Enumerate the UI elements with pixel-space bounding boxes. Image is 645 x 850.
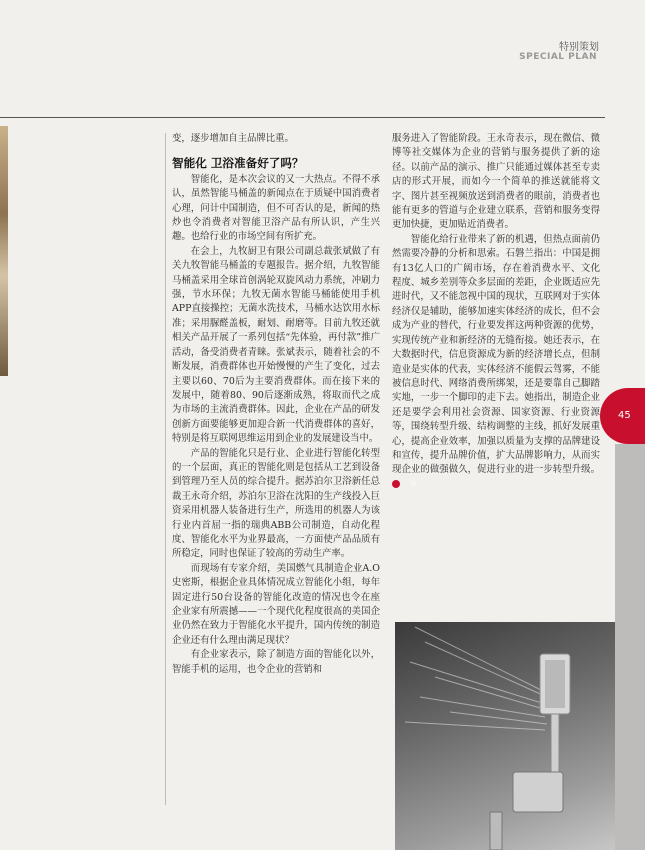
header-rule [0,117,605,118]
body-paragraph: 而现场有专家介绍，美国燃气具制造企业A.O史密斯，根据企业具体情况成立智能化小组，每年固定进行50台设备的智能化改造的情况也令在座企业家有所震撼——一个现代化程度很高的美国企业仍然在致力于智能化水平提升，国内传统的制造企业还有什么理由满足现状？ [172,562,380,646]
body-paragraph: 产品的智能化只是行业、企业进行智能化转型的一个层面，真正的智能化则是包括从工艺到设备到管理乃至人员的综合提升。据苏泊尔卫浴新任总裁王永奇介绍，苏泊尔卫浴在沈阳的生产线投入巨资采用机器人装备进行生产，所选用的机器人为该行业内首屈一指的瑞典ABB公司制造，自动化程度、智能化水平为业界最高，一方面使产品品质有所稳定，同时也保证了较高的劳动生产率。 [172,447,380,560]
section-heading: 智能化 卫浴准备好了吗？ [172,156,304,171]
shower-illustration [395,622,615,850]
right-grey-strip [615,444,645,850]
section-category: 特别策划 [559,42,599,53]
left-column [172,132,380,677]
page-number-badge: 45 [600,388,645,444]
section-category-english: SPECIAL PLAN [519,52,597,62]
body-paragraph [392,233,600,492]
body-paragraph: 在会上，九牧厨卫有限公司副总裁张斌做了有关九牧智能马桶盖的专题报告。据介绍，九牧智能马桶盖采用全球首创涡轮双旋风动力系统，冲刷力强，节水环保；九牧无菌水智能马桶能使用手机APP直接操控；无菌水洗技术，马桶水达饮用水标准；采用脲醛盖板，耐划、耐磨等。目前九牧还就相关产品开展了一系列包括“先体验，再付款”推广活动，备受消费者青睐。张斌表示，随着社会的不断发展，消费群体也开始慢慢的产生了变化，过去主要以60、70后为主要消费群体。而在接下来的发展中，随着80、90后逐渐成熟，将取而代之成为市场的主流消费群体。因此，企业在产品的研发创新方面要能够更加迎合新一代消费群体的喜好，特别是将互联网思维运用到企业的发展建设当中。 [172,245,380,445]
article-end-icon: ◎ [392,480,400,488]
column-divider [165,133,166,805]
body-paragraph: 智能化，是本次会议的又一大热点。不得不承认，虽然智能马桶盖的新闻点在于质疑中国消费者心理，问计中国制造，但不可否认的是，新闻的热炒也令消费者对智能卫浴产品有所认识，产生兴趣。也给行业的市场空间有所扩充。 [172,173,380,243]
body-paragraph: 服务进入了智能阶段。王永奇表示，现在微信、微博等社交媒体为企业的营销与服务提供了新的途径。以前产品的演示、推广只能通过媒体甚至专卖店的形式开展，而如今一个简单的推送就能将文字、图片甚至视频放送到消费者的眼前，消费者也能有更多的管道与企业建立联系，营销和服务变得更加快捷，更加贴近消费者。 [392,133,600,231]
lead-paragraph: 变，逐步增加自主品牌比重。 [172,133,294,144]
body-paragraph: 有企业家表示，除了制造方面的智能化以外，智能手机的运用，也令企业的营销和 [172,649,380,675]
left-edge-photo [0,126,8,376]
right-column [392,132,600,492]
shower-photo [395,622,615,850]
body-paragraph-text: 智能化给行业带来了新的机遇，但热点面前仍然需要冷静的分析和思索。石磐兰指出：中国是拥有13亿人口的广阔市场，存在着消费水平、文化程度、城乡差别等众多层面的差距，企业既适应先进时代，又不能忽视中国的现状，互联网对于实体经济仅是辅助，能够加速实体经济的成长，但不会成为产业的替代，行业要发挥这两种资源的优势，实现传统产业和新经济的无缝衔接。她还表示，在大数据时代，信息资源成为新的经济增长点，但制造业是实体的代表，实体经济不能假云驾雾，不能被信息时代、网络消费所绑架，还是要靠自己脚踏实地，一步一个脚印的走下去。她指出，制造企业还是要学会利用社会资源、国家资源、行业资源等，围绕转型升级、结构调整的主线，抓好发展重心，提高企业效率，加强以质量为支撑的品牌建设和宣传，提升品牌价值，扩大品牌影响力，从而实现企业的做强做久，促进行业的进一步转型升级。 [392,233,600,476]
